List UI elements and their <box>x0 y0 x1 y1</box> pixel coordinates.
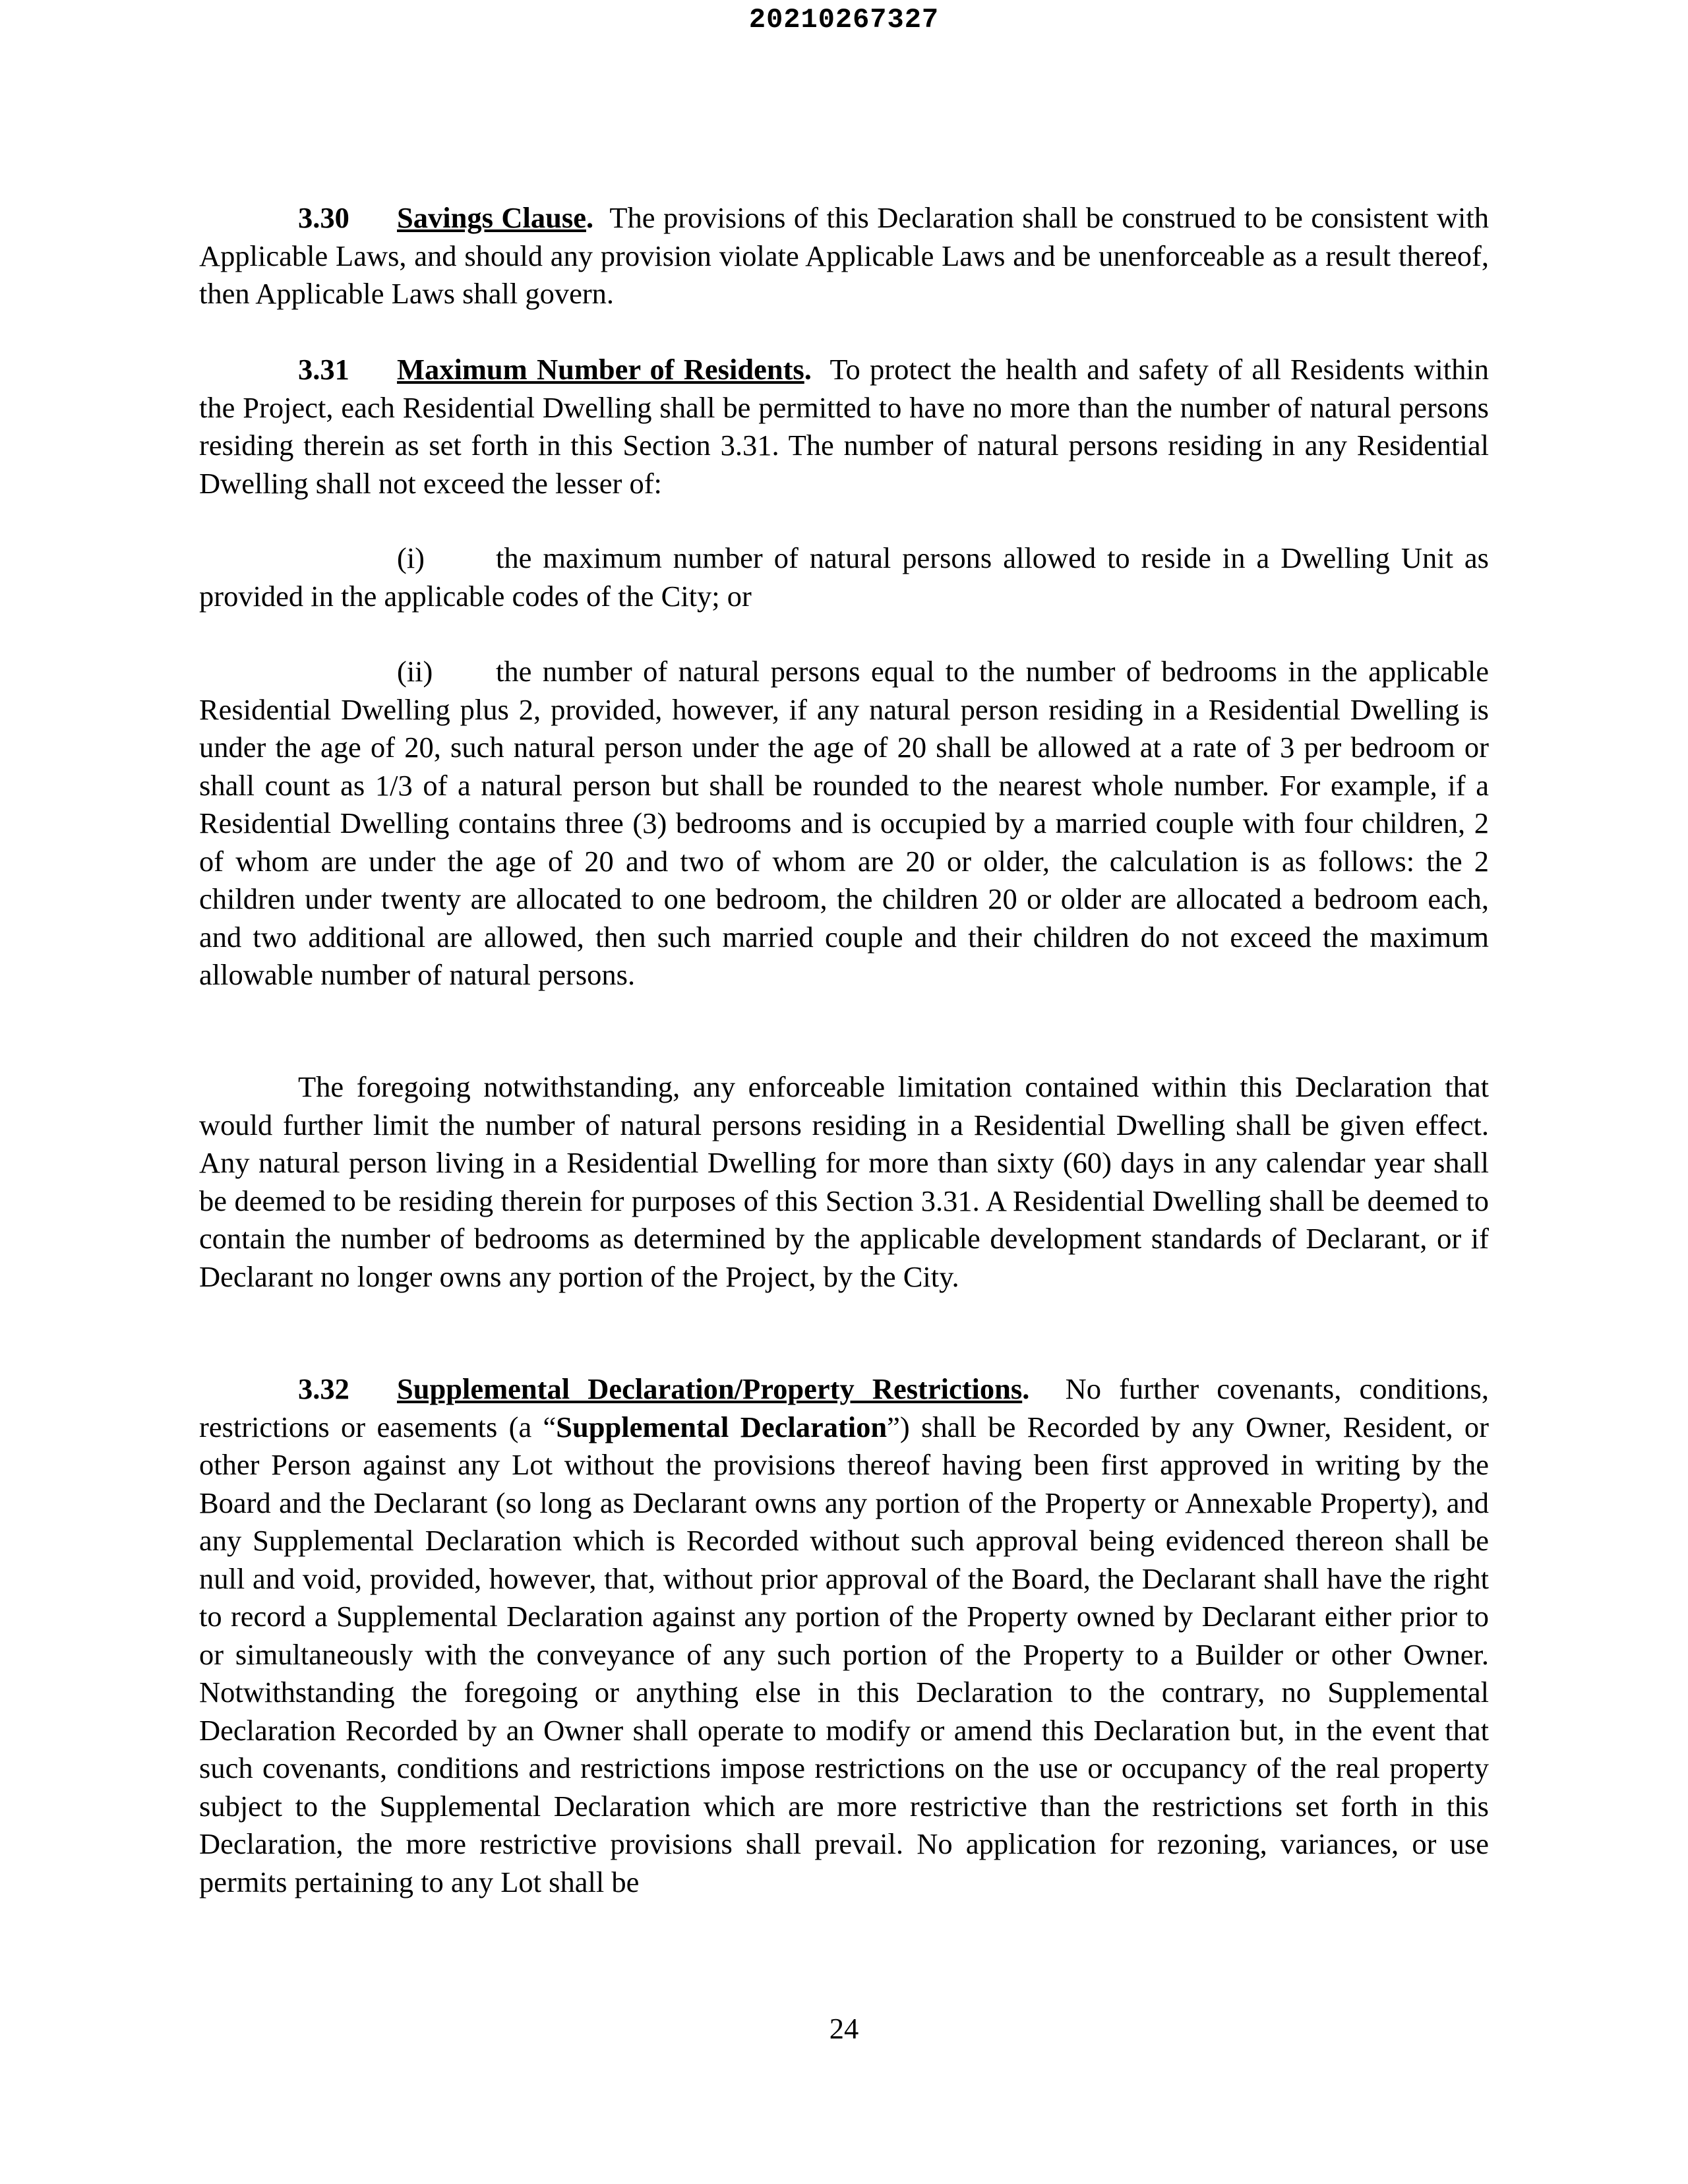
defined-term: Supplemental Declaration <box>556 1410 888 1443</box>
section-3-31-item-ii <box>199 653 1489 994</box>
item-text: the maximum number of natural persons allowed to reside in a Dwelling Unit as provided in the applicable codes of the City; or <box>199 541 1489 613</box>
section-3-31-followup-paragraph: The foregoing notwithstanding, any enforceable limitation contained within this Declaration that would further limit the number of natural persons residing in a Residential Dwelling shall be given effect. Any natural person living in a Residential Dwelling for more than sixty (60) days in any calendar year shall be deemed to be residing therein for purposes of this Section 3.31. A Residential Dwelling shall be deemed to contain the number of bedrooms as determined by the applicable development standards of Declarant, or if Declarant no longer owns any portion of the Project, by the City. <box>199 1070 1489 1293</box>
section-title-period: . <box>586 201 594 234</box>
item-label: (ii) <box>397 655 433 688</box>
section-text: The provisions of this Declaration shall be construed to be consistent with Applicable Laws, and should any provision violate Applicable Laws and be unenforceable as a result thereof, then Applicable Laws shall govern. <box>199 201 1489 310</box>
section-title: Maximum Number of Residents <box>397 353 804 386</box>
section-text-before: No further covenants, conditions, restrictions or easements (a “ <box>199 1372 1489 1443</box>
section-text-after: ”) shall be Recorded by any Owner, Resident, or other Person against any Lot without the provisions thereof having been first approved in writing by the Board and the Declarant (so long as Declarant owns any portion of the Property or Annexable Property), and any Supplemental Declaration which is Recorded without such approval being evidenced thereon shall be null and void, provided, however, that, without prior approval of the Board, the Declarant shall have the right to record a Supplemental Declaration against any portion of the Property owned by Declarant either prior to or simultaneously with the conveyance of any such portion of the Property to a Builder or other Owner. Notwithstanding the foregoing or anything else in this Declaration to the contrary, no Supplemental Declaration Recorded by an Owner shall operate to modify or amend this Declaration but, in the event that such covenants, conditions and restrictions impose restrictions on the use or occupancy of the real property subject to the Supplemental Declaration which are more restrictive than the restrictions set forth in this Declaration, the more restrictive provisions shall prevail. No application for rezoning, variances, or use permits pertaining to any Lot shall be <box>199 1410 1489 1898</box>
section-3-31-item-i <box>199 539 1489 615</box>
section-text: To protect the health and safety of all Residents within the Project, each Residential Dwelling shall be permitted to have no more than the number of natural persons residing therein as set forth in this Section 3.31. The number of natural persons residing in any Residential Dwelling shall not exceed the lesser of: <box>199 353 1490 500</box>
section-title-period: . <box>804 353 812 386</box>
section-3-31 <box>199 351 1489 502</box>
section-title-period: . <box>1022 1372 1030 1405</box>
section-number: 3.32 <box>298 1372 349 1405</box>
item-label: (i) <box>397 541 425 574</box>
section-title: Supplemental Declaration/Property Restrictions <box>397 1372 1023 1405</box>
item-text: the number of natural persons equal to the number of bedrooms in the applicable Residential Dwelling plus 2, provided, however, if any natural person residing in a Residential Dwelling is under the age of 20, such natural person under the age of 20 shall be allowed at a rate of 3 per bedroom or shall count as 1/3 of a natural person but shall be rounded to the nearest whole number. For example, if a Residential Dwelling contains three (3) bedrooms and is occupied by a married couple with four children, 2 of whom are under the age of 20 and two of whom are 20 or older, the calculation is as follows: the 2 children under twenty are allocated to one bedroom, the children 20 or older are allocated a bedroom each, and two additional are allowed, then such married couple and their children do not exceed the maximum allowable number of natural persons. <box>199 655 1489 991</box>
section-3-30 <box>199 199 1489 313</box>
section-number: 3.31 <box>298 353 349 386</box>
section-number: 3.30 <box>298 201 349 234</box>
section-title: Savings Clause <box>397 201 586 234</box>
page-number: 24 <box>829 2012 859 2045</box>
document-number: 20210267327 <box>748 4 940 36</box>
section-3-32 <box>199 1370 1489 1901</box>
